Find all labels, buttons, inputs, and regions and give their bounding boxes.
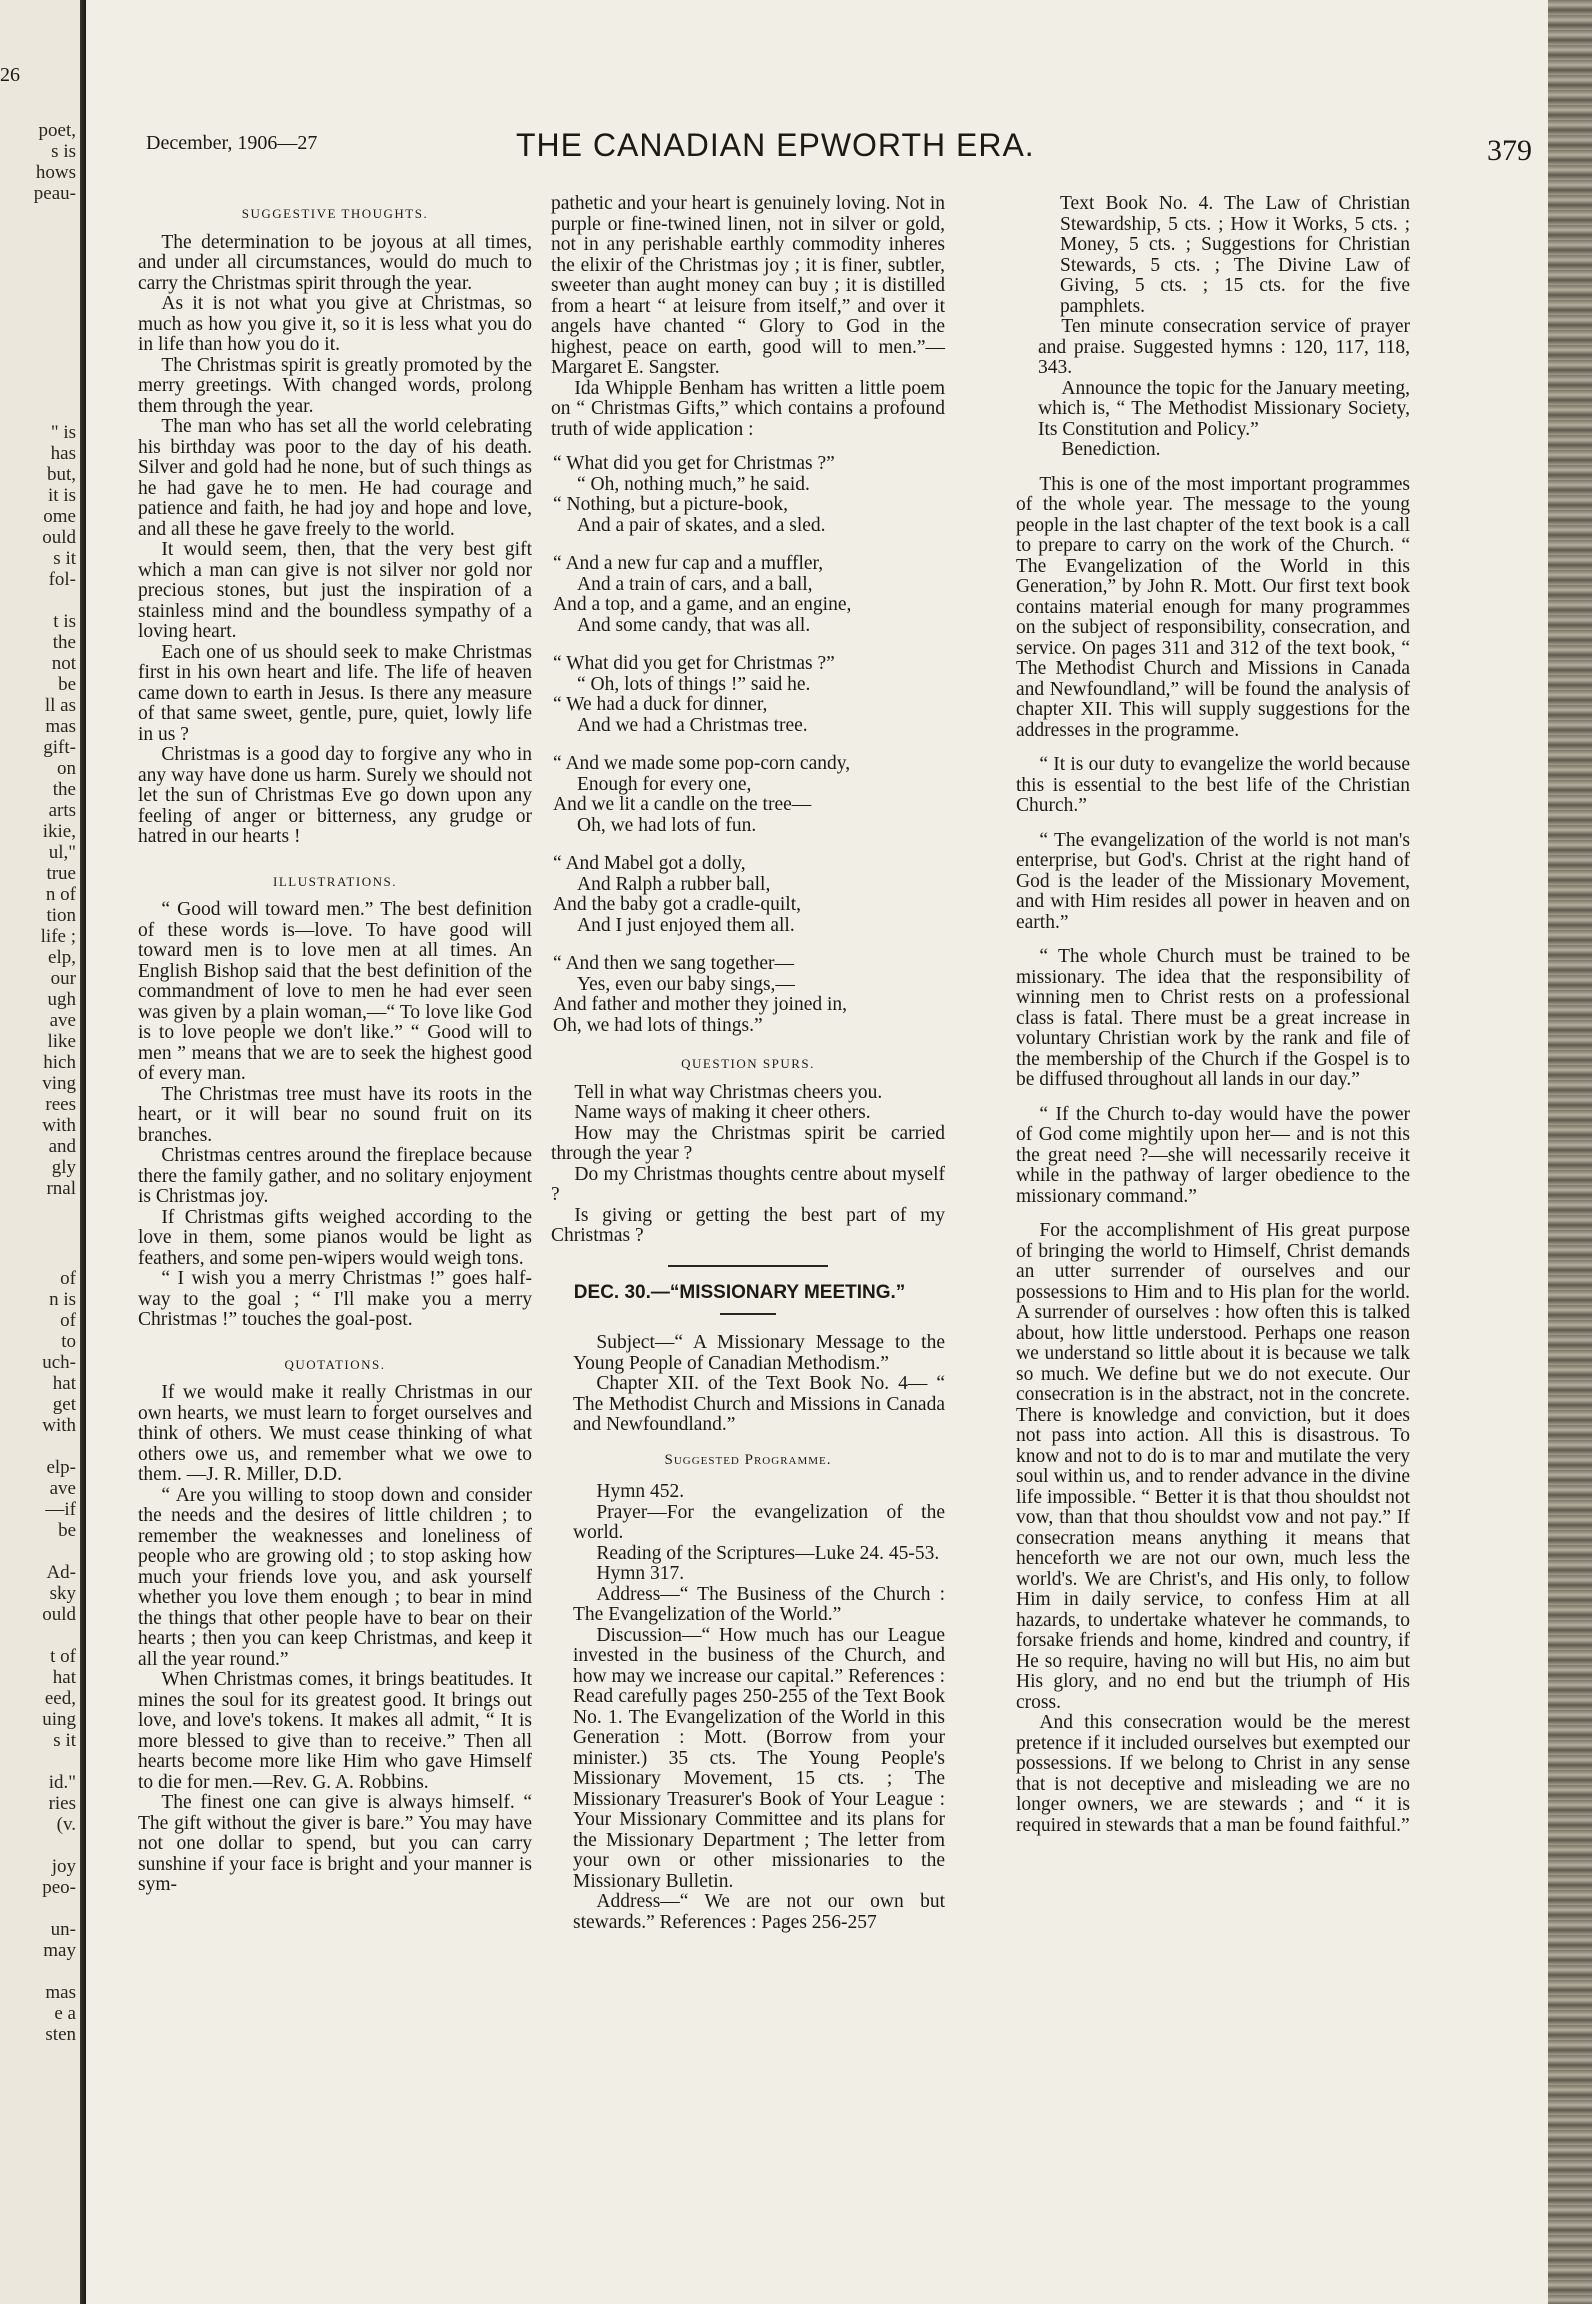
heading-missionary-meeting: DEC. 30.—“MISSIONARY MEETING.”: [573, 1281, 906, 1303]
poem-line: Oh, we had lots of things.”: [553, 1014, 763, 1036]
paragraph: The man who has set all the world celebrating his birthday was poor to the day of his death. Silver and gold had he none, but of such things as he had gave he to men. He had courage and patience and faith, he had joy and hope and love, and all these he gave freely to the world.: [138, 416, 532, 540]
programme-item: Address—“ We are not our own but stewards.” References : Pages 256-257: [573, 1891, 945, 1933]
paragraph: How may the Christmas spirit be carried through the year ?: [551, 1122, 945, 1164]
poem-line: And the baby got a cradle-quilt,: [553, 894, 802, 915]
quotation: “ If the Church to-day would have the power of God come mightily upon her— and is not this the great need ?—she will necessarily receive it while in the pathway of larger obedience to the missionary command.”: [1016, 1103, 1410, 1207]
poem-line: And we lit a candle on the tree—: [553, 794, 812, 815]
poem-stanza: [551, 554, 945, 636]
paragraph: Do my Christmas thoughts centre about myself ?: [551, 1163, 945, 1205]
programme-item: Reading of the Scriptures—Luke 24. 45-53.: [596, 1542, 940, 1564]
paragraph: Each one of us should seek to make Christmas first in his own heart and life. The life of heaven came down to earth in Jesus. Is there any measure of that same sweet, gentle, pure, quiet, lowly life in us ?: [138, 641, 532, 745]
poem-line: “ And Mabel got a dolly,: [553, 853, 746, 874]
magazine-page: [86, 0, 1548, 2304]
poem-stanza: [551, 454, 945, 536]
page-edge: [1548, 0, 1592, 2304]
paragraph: “ Are you willing to stoop down and consider the needs and the desires of little children ; to remember the weaknesses and loneliness of people who are growing old ; to stop asking how much your friends love you, and ask yourself whether you love them enough ; to bear in mind the things that other people have to bear on their hearts ; then you can keep Christmas, and keep it all the year round.”: [138, 1484, 532, 1670]
paragraph: Name ways of making it cheer others.: [574, 1102, 871, 1123]
heading-suggested-programme: Suggested Programme.: [664, 1451, 832, 1468]
programme-item: Discussion—“ How much has our League invested in the business of the Church, and how may we increase our capital.” References : Read carefully pages 250-255 of the Text Book No. 1. The Evangelization of the World in this Generation : Mott. (Borrow from your minister.) 35 cts. The Young People's Missionary Movement, 15 cts. ; The Missionary Treasurer's Book of Your League : Your Missionary Committee and its plans for the Missionary Department ; The letter from your own or other missionaries to the Missionary Bulletin.: [573, 1624, 945, 1892]
poem-line: And Ralph a rubber ball,: [577, 873, 771, 895]
poem-stanza: [551, 954, 945, 1036]
poem-line: “ We had a duck for dinner,: [553, 694, 768, 715]
section-divider: [668, 1265, 828, 1267]
paragraph: The determination to be joyous at all times, and under all circumstances, would do much to carry the Christmas spirit through the year.: [138, 231, 532, 294]
paragraph: For the accomplishment of His great purpose of bringing the world to Himself, Christ demands an utter surrender of ourselves and our possessions to Him and to His plan for the world. A surrender of ourselves : how often this is talked about, how little understood. Perhaps one reason we understand so little about it is because we talk so much. We define but we do not execute. Our consecration is in the abstract, not in the concrete. There is knowledge and conviction, but it does not pass into action. All this is disastrous. To know and not to do is to mar and mutilate the very soul within us, and to render advance in the divine life impossible. “ Better it is that thou shouldst not vow, than that thou shouldst vow and not pay.” If consecration means anything it means that henceforth we are not our own, much less the world's. We are Christ's, and His only, to follow Him in daily service, to confess Him at all hazards, to undertake whatever he commands, to forsake friends and home, kindred and country, if He so require, having no will but His, no aim but His glory, and no end but the triumph of His cross.: [1016, 1220, 1410, 1713]
paragraph: This is one of the most important programmes of the whole year. The message to the young people in the last chapter of the text book is a call to prepare to carry on the work of the Church. “ The Evangelization of the World in this Generation,” by John R. Mott. Our first text book contains material enough for many programmes on the subject of responsibility, consecration, and service. On pages 311 and 312 of the text book, “ The Methodist Church and Missions in Canada and Newfoundland,” will be found the analysis of chapter XII. This will supply suggestions for the addresses in the programme.: [1016, 473, 1410, 741]
programme-item: Subject—“ A Missionary Message to the Young People of Canadian Methodism.”: [573, 1332, 945, 1374]
paragraph: pathetic and your heart is genuinely loving. Not in purple or fine-twined linen, not in silver or gold, not in any perishable earthly commodity inheres the elixir of the Christmas joy ; it is finer, subtler, sweeter than aught money can buy ; it is distilled from a heart “ at leisure from itself,” and over it angels have chanted “ Glory to God in the highest, peace on earth, good will to men.”— Margaret E. Sangster.: [551, 193, 945, 378]
programme-item: Address—“ The Business of the Church : The Evangelization of the World.”: [573, 1583, 945, 1625]
poem-line: “ What did you get for Christmas ?”: [553, 653, 835, 674]
poem-line: “ Oh, nothing much,” he said.: [577, 473, 810, 495]
heading-question-spurs: QUESTION SPURS.: [681, 1056, 815, 1071]
programme-item: Chapter XII. of the Text Book No. 4— “ The Methodist Church and Missions in Canada and Newfoundland.”: [573, 1373, 945, 1435]
section-divider: [720, 1313, 776, 1315]
poem-line: And a pair of skates, and a sled.: [577, 514, 826, 536]
paragraph: As it is not what you give at Christmas, so much as how you give it, so it is less what you do in life than how you do it.: [138, 293, 532, 355]
poem-line: “ Nothing, but a picture-book,: [553, 494, 789, 515]
poem-line: And a train of cars, and a ball,: [577, 573, 813, 595]
paragraph: Christmas centres around the fireplace because there the family gather, and no solitary enjoyment is Christmas joy.: [138, 1145, 532, 1207]
programme-item: Text Book No. 4. The Law of Christian Stewardship, 5 cts. ; How it Works, 5 cts. ; Money, 5 cts. ; Suggestions for Christian Stewards, 5 cts. ; The Divine Law of Giving, 5 cts. ; 15 cts. for the five pamphlets.: [1060, 193, 1410, 317]
paragraph: And this consecration would be the merest pretence if it included ourselves but exempted our possessions. If we belong to Christ in any sense that is not deceptive and misleading we are no longer owners, we are stewards ; and “ it is required in stewards that a man be found faithful.”: [1016, 1712, 1410, 1836]
poem-line: “ Oh, lots of things !” said he.: [577, 673, 811, 695]
magazine-title: THE CANADIAN EPWORTH ERA.: [516, 127, 1035, 163]
poem-line: And some candy, that was all.: [577, 614, 811, 636]
previous-page-fragments-middle: " is has but, it is ome ould s it fol- t is the not be ll as mas gift- on the arts ikie, ul," true n of tion life ; elp, our ugh ave like hich ving rees with and gly rnal: [40, 422, 76, 1199]
paragraph: Is giving or getting the best part of my Christmas ?: [551, 1204, 945, 1246]
previous-page-fragments-bottom: of n is of to uch- hat get with elp- ave —if be Ad- sky ould t of hat eed, uing s it id." ries (v. joy peo- un- may mas e a sten: [42, 1268, 76, 2045]
paragraph: Tell in what way Christmas cheers you.: [574, 1081, 883, 1103]
poem-line: And father and mother they joined in,: [553, 994, 848, 1015]
heading-illustrations: ILLUSTRATIONS.: [273, 873, 397, 889]
paragraph: “ I wish you a merry Christmas !” goes half-way to the goal ; “ I'll make you a merry Christmas !” touches the goal-post.: [138, 1268, 532, 1330]
column-middle: [551, 194, 945, 1933]
programme-item: Benediction.: [1061, 439, 1161, 460]
poem-line: Oh, we had lots of fun.: [577, 814, 757, 836]
paragraph: When Christmas comes, it brings beatitudes. It mines the soul for its greatest good. It brings out love, and love's tokens. It makes all admit, “ It is more blessed to give than to receive.” Then all hearts become more like Him who gave Himself to die for men.—Rev. G. A. Robbins.: [138, 1669, 532, 1793]
paragraph: It would seem, then, that the very best gift which a man can give is not silver nor gold nor precious stones, but just the inspiration of a stainless mind and the boundless sympathy of a loving heart.: [138, 539, 532, 642]
paragraph: If we would make it really Christmas in our own hearts, we must learn to forget ourselves and think of others. We must cease thinking of what others owe us, and remember what we owe to them. —J. R. Miller, D.D.: [138, 1382, 532, 1485]
poem-christmas-gifts: [551, 454, 945, 1036]
poem-line: And we had a Christmas tree.: [577, 714, 808, 736]
poem-line: And a top, and a game, and an engine,: [553, 594, 852, 615]
previous-page-number: 26: [0, 64, 20, 86]
column-left: [138, 194, 532, 1896]
paragraph: Christmas is a good day to forgive any who in any way have done us harm. Surely we should not let the sun of Christmas Eve go down upon any feeling of anger or bitterness, any grudge or hatred in our hearts !: [138, 744, 532, 847]
column-right: [1016, 194, 1410, 1836]
paragraph: Ida Whipple Benham has written a little poem on “ Christmas Gifts,” which contains a profound truth of wide application :: [551, 377, 945, 440]
paragraph: The Christmas spirit is greatly promoted by the merry greetings. With changed words, prolong them through the year.: [138, 354, 532, 417]
poem-line: “ And we made some pop-corn candy,: [553, 753, 851, 774]
quotation: “ The evangelization of the world is not man's enterprise, but God's. Christ at the right hand of God is the leader of the Missionary Movement, and with Him resides all power in heaven and on earth.”: [1016, 829, 1410, 933]
paragraph: If Christmas gifts weighed according to the love in them, some pianos would be light as feathers, and some pen-wipers would weigh tons.: [138, 1206, 532, 1269]
poem-line: “ What did you get for Christmas ?”: [553, 453, 835, 474]
poem-stanza: [551, 854, 945, 936]
quotation: “ It is our duty to evangelize the world because this is essential to the best life of the Christian Church.”: [1016, 754, 1410, 816]
programme-item: Hymn 452.: [596, 1481, 685, 1502]
poem-line: “ And then we sang together—: [553, 953, 794, 974]
page-number: 379: [1487, 134, 1532, 167]
paragraph: The finest one can give is always himself. “ The gift without the giver is bare.” You may have not one dollar to spend, but you can carry sunshine if your face is bright and your manner is sym-: [138, 1792, 532, 1895]
poem-stanza: [551, 654, 945, 736]
poem-line: “ And a new fur cap and a muffler,: [553, 553, 824, 574]
programme-item: Announce the topic for the January meeting, which is, “ The Methodist Missionary Society, Its Constitution and Policy.”: [1038, 377, 1410, 440]
programme-item: Hymn 317.: [596, 1563, 685, 1584]
issue-date: December, 1906—27: [146, 132, 318, 154]
poem-line: And I just enjoyed them all.: [577, 914, 795, 936]
poem-line: Yes, even our baby sings,—: [577, 973, 795, 995]
programme-item: Ten minute consecration service of prayer and praise. Suggested hymns : 120, 117, 118, 343.: [1038, 316, 1410, 378]
poem-stanza: [551, 754, 945, 836]
paragraph: The Christmas tree must have its roots in the heart, or it will bear no sound fruit on its branches.: [138, 1083, 532, 1146]
heading-suggestive-thoughts: SUGGESTIVE THOUGHTS.: [241, 206, 429, 221]
previous-page-fragments-top: poet, s is hows peau-: [33, 120, 76, 204]
previous-page-margin: [0, 0, 80, 2304]
programme-item: Prayer—For the evangelization of the world.: [573, 1501, 945, 1543]
quotation: “ The whole Church must be trained to be missionary. The idea that the responsibility of winning men to Christ rests on a professional class is fatal. There must be a great increase in voluntary Christian work by the rank and file of the membership of the Church if the Gospel is to be diffused throughout all lands in our day.”: [1016, 946, 1410, 1090]
paragraph: “ Good will toward men.” The best definition of these words is—love. To have good will toward men is to love men at all times. An English Bishop said that the best definition of the commandment of love to men he had ever seen was given by a plain woman,—“ To love like God is to love people we don't like.” “ Good will to men ” means that we are to seek the highest good of every man.: [138, 899, 532, 1084]
poem-line: Enough for every one,: [577, 773, 752, 795]
heading-quotations: QUOTATIONS.: [284, 1356, 386, 1372]
